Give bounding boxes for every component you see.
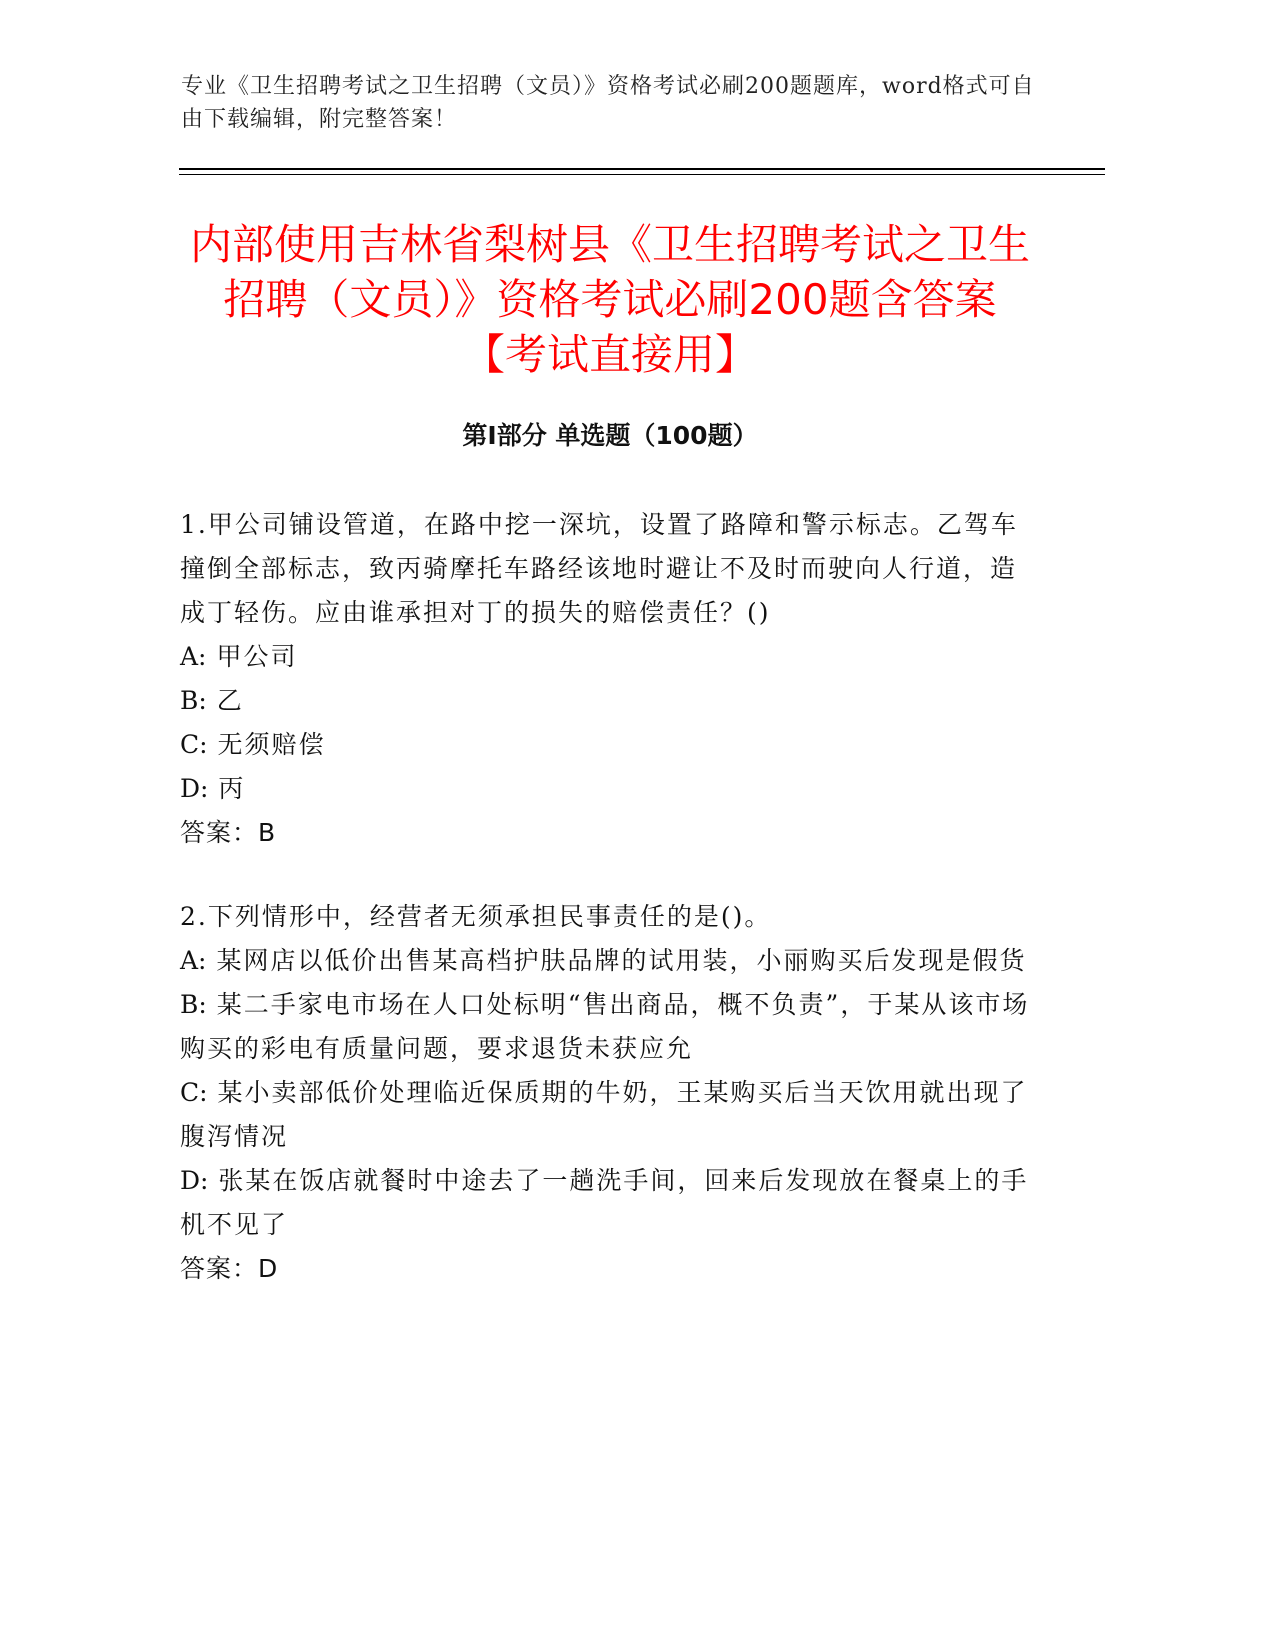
option-a <box>180 939 1030 983</box>
header-note: 专业《卫生招聘考试之卫生招聘（文员）》资格考试必刷200题题库，word格式可自由下载编辑，附完整答案！ <box>181 74 1035 132</box>
header-rule-thin <box>179 174 1105 175</box>
question-stem: 2.下列情形中，经营者无须承担民事责任的是()。 <box>180 902 772 931</box>
question-1 <box>180 503 1030 855</box>
option-text: 某小卖部低价处理临近保质期的牛奶，王某购买后当天饮用就出现了腹泻情况 <box>180 1078 1028 1151</box>
document-title: 内部使用吉林省梨树县《卫生招聘考试之卫生招聘（文员）》资格考试必刷200题含答案【考试直接用】 <box>189 220 1030 379</box>
option-b <box>180 983 1030 1071</box>
option-c <box>180 723 1030 767</box>
option-letter: B: <box>180 990 207 1019</box>
question-2 <box>180 895 1030 1291</box>
option-text: 某二手家电市场在人口处标明“售出商品，概不负责”，于某从该市场购买的彩电有质量问题，要求退货未获应允 <box>180 990 1030 1063</box>
option-text: 甲公司 <box>216 642 298 671</box>
header-rule-thick <box>179 168 1105 170</box>
option-d <box>180 767 1030 811</box>
option-letter: C: <box>180 1078 208 1107</box>
option-letter: A: <box>180 946 207 975</box>
section-title: 第Ⅰ部分 单选题（100题） <box>462 421 758 450</box>
option-text: 丙 <box>218 774 246 803</box>
option-letter: D: <box>180 1166 209 1195</box>
option-letter: B: <box>180 686 207 715</box>
answer: 答案：D <box>180 1254 279 1283</box>
option-text: 某网店以低价出售某高档护肤品牌的试用装，小丽购买后发现是假货 <box>216 946 1027 975</box>
option-letter: C: <box>180 730 208 759</box>
option-letter: A: <box>180 642 207 671</box>
option-text: 乙 <box>216 686 244 715</box>
option-b <box>180 679 1030 723</box>
option-text: 张某在饭店就餐时中途去了一趟洗手间，回来后发现放在餐桌上的手机不见了 <box>180 1166 1029 1239</box>
option-a <box>180 635 1030 679</box>
answer: 答案：B <box>180 818 277 847</box>
option-d <box>180 1159 1030 1247</box>
option-text: 无须赔偿 <box>217 730 326 759</box>
question-stem: 1.甲公司铺设管道，在路中挖一深坑，设置了路障和警示标志。乙驾车撞倒全部标志，致丙骑摩托车路经该地时避让不及时而驶向人行道，造成丁轻伤。应由谁承担对丁的损失的赔偿责任？() <box>180 510 1018 627</box>
option-c <box>180 1071 1030 1159</box>
option-letter: D: <box>180 774 209 803</box>
